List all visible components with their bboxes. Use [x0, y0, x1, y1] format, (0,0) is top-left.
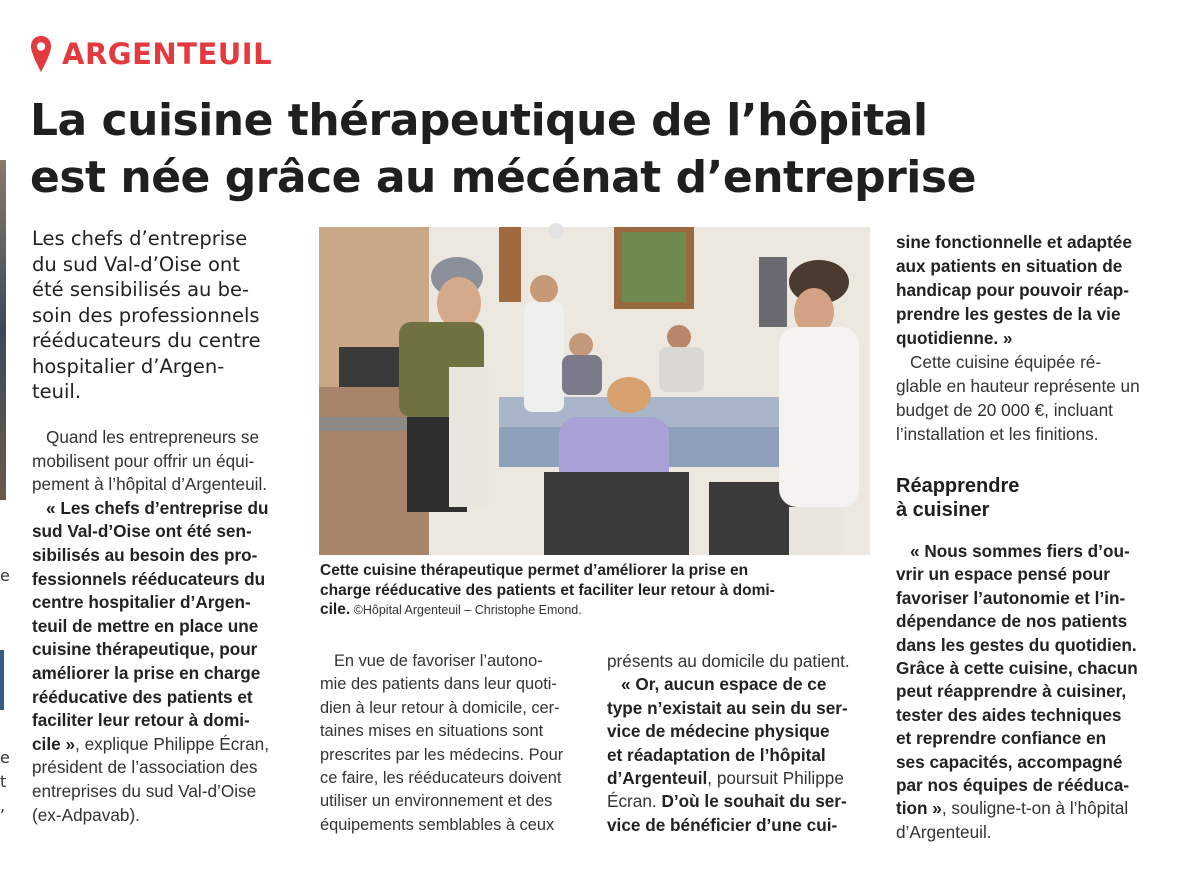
- body-line: prescrites par les médecins. Pour: [320, 745, 564, 764]
- body-line: équipements semblables à ceux: [320, 815, 555, 834]
- body-line: [607, 790, 869, 813]
- article-headline: [30, 92, 1030, 206]
- quote-line: et réadaptation de l’hôpital: [607, 744, 826, 765]
- quote-end: tion »: [896, 798, 942, 819]
- quote-line: sine fonctionnelle et adaptée: [896, 232, 1132, 252]
- subheading-line: Réapprendre: [896, 475, 1020, 497]
- quote-line: et reprendre confiance en: [896, 728, 1107, 749]
- location-pin-icon: [30, 35, 52, 73]
- body-line: Quand les entrepreneurs se: [46, 427, 260, 447]
- lead-line: soin des professionnels: [32, 303, 260, 327]
- attribution: , souligne-t-on à l’hôpital: [941, 798, 1129, 819]
- quote-line: sibilisés au besoin des pro-: [32, 544, 258, 565]
- body-column-4-top: [896, 230, 1162, 446]
- body-line: [896, 797, 1162, 820]
- lead-line: rééducateurs du centre: [32, 329, 261, 352]
- adjacent-text-fragment: t: [0, 772, 7, 791]
- quote-line: teuil de mettre en place une: [32, 615, 259, 636]
- quote-line: Grâce à cette cuisine, chacun: [896, 658, 1138, 679]
- adjacent-text-fragment: ,: [0, 796, 6, 815]
- quote-line: sud Val-d’Oise ont été sen-: [32, 521, 252, 542]
- quote-line: handicap pour pouvoir réap-: [896, 280, 1130, 300]
- section-subheading: [896, 474, 1162, 522]
- quote-line: dépendance de nos patients: [896, 611, 1128, 632]
- caption-end: cile.: [320, 601, 351, 618]
- body-line: budget de 20 000 €, incluant: [896, 400, 1113, 420]
- lead-line: hospitalier d’Argen-: [32, 354, 225, 378]
- quote-line: par nos équipes de rééduca-: [896, 775, 1130, 796]
- body-line: l’installation et les finitions.: [896, 424, 1099, 444]
- body-line: glable en hauteur représente un: [896, 376, 1140, 396]
- lead-line: teuil.: [32, 380, 82, 403]
- quote-line: « Nous sommes fiers d’ou-: [910, 541, 1130, 561]
- body-column-4-bottom: [896, 540, 1162, 844]
- caption-line: charge rééducative des patients et faciliter leur retour à domi-: [320, 581, 775, 599]
- photo-caption: [320, 561, 870, 621]
- quote-line: fessionnels rééducateurs du: [32, 568, 266, 589]
- adjacent-article-photo-edge: [0, 160, 6, 500]
- quote-line: centre hospitalier d’Argen-: [32, 592, 251, 613]
- quote-line: vice de bénéficier d’une cui-: [607, 814, 838, 835]
- subheading-line: à cuisiner: [896, 499, 990, 521]
- attribution: , explique Philippe Écran,: [75, 733, 269, 754]
- body-line: pement à l’hôpital d’Argenteuil.: [32, 474, 268, 495]
- body-line: président de l’association des: [32, 757, 258, 778]
- lead-line: été sensibilisés au be-: [32, 278, 249, 301]
- quote-line: prendre les gestes de la vie: [896, 304, 1121, 324]
- quote-line: « Les chefs d’entreprise du: [46, 497, 269, 518]
- kitchen-photo-illustration: [319, 227, 870, 555]
- attribution: , poursuit Philippe: [707, 768, 844, 789]
- quote-line: quotidienne. »: [896, 328, 1013, 348]
- quote-end: d’Argenteuil: [607, 768, 708, 789]
- adjacent-text-fragment: e: [0, 566, 10, 585]
- body-column-2: [320, 650, 582, 837]
- quote-line: rééducative des patients et: [32, 686, 253, 707]
- location-kicker: [30, 34, 272, 74]
- body-line: présents au domicile du patient.: [607, 651, 850, 671]
- body-line: Cette cuisine équipée ré-: [910, 352, 1102, 372]
- lead-line: Les chefs d’entreprise: [32, 227, 248, 250]
- headline-line: La cuisine thérapeutique de l’hôpital: [30, 95, 928, 146]
- quote-line: « Or, aucun espace de ce: [621, 674, 827, 695]
- article-photo: [319, 227, 870, 555]
- body-line: mie des patients dans leur quoti-: [320, 675, 557, 694]
- lead-line: du sud Val-d’Oise ont: [32, 252, 240, 276]
- quote-line: dans les gestes du quotidien.: [896, 634, 1137, 655]
- quote-line: vrir un espace pensé pour: [896, 564, 1110, 585]
- body-line: ce faire, les rééducateurs doivent: [320, 769, 562, 788]
- photo-credit: ©Hôpital Argenteuil – Christophe Emond.: [350, 603, 582, 617]
- quote-start: D’où le souhait du ser-: [656, 791, 847, 812]
- body-line: utiliser un environnement et des: [320, 792, 553, 811]
- quote-line: faciliter leur retour à domi-: [32, 710, 250, 731]
- quote-end: cile »: [32, 733, 76, 754]
- adjacent-article-graphic-edge: [0, 650, 4, 710]
- headline-line: est née grâce au mécénat d’entreprise: [30, 152, 976, 203]
- body-line: [607, 767, 869, 790]
- body-line: (ex-Adpavab).: [32, 804, 140, 825]
- body-line: taines mises en situations sont: [320, 722, 544, 741]
- body-line: En vue de favoriser l’autono-: [334, 652, 543, 670]
- quote-line: favoriser l’autonomie et l’in-: [896, 587, 1126, 608]
- location-label: ARGENTEUIL: [62, 37, 273, 71]
- adjacent-text-fragment: e: [0, 748, 10, 767]
- quote-line: ses capacités, accompagné: [896, 751, 1123, 772]
- attribution-end: Écran.: [607, 791, 657, 812]
- quote-line: vice de médecine physique: [607, 721, 830, 742]
- body-line: entreprises du sud Val-d’Oise: [32, 780, 257, 801]
- body-line: [32, 733, 294, 757]
- quote-line: peut réapprendre à cuisiner,: [896, 681, 1127, 702]
- body-line: mobilisent pour offrir un équi-: [32, 450, 255, 471]
- body-column-1: [32, 426, 294, 827]
- quote-line: améliorer la prise en charge: [32, 662, 261, 683]
- quote-line: cuisine thérapeutique, pour: [32, 639, 258, 660]
- caption-line: Cette cuisine thérapeutique permet d’améliorer la prise en: [320, 562, 749, 579]
- body-line: d’Argenteuil.: [896, 821, 992, 842]
- quote-line: tester des aides techniques: [896, 704, 1122, 725]
- body-line: dien à leur retour à domicile, cer-: [320, 698, 560, 717]
- caption-line: [320, 600, 870, 621]
- article-lead: [32, 226, 294, 405]
- quote-line: type n’existait au sein du ser-: [607, 697, 848, 718]
- body-column-3: [607, 650, 869, 837]
- quote-line: aux patients en situation de: [896, 256, 1123, 276]
